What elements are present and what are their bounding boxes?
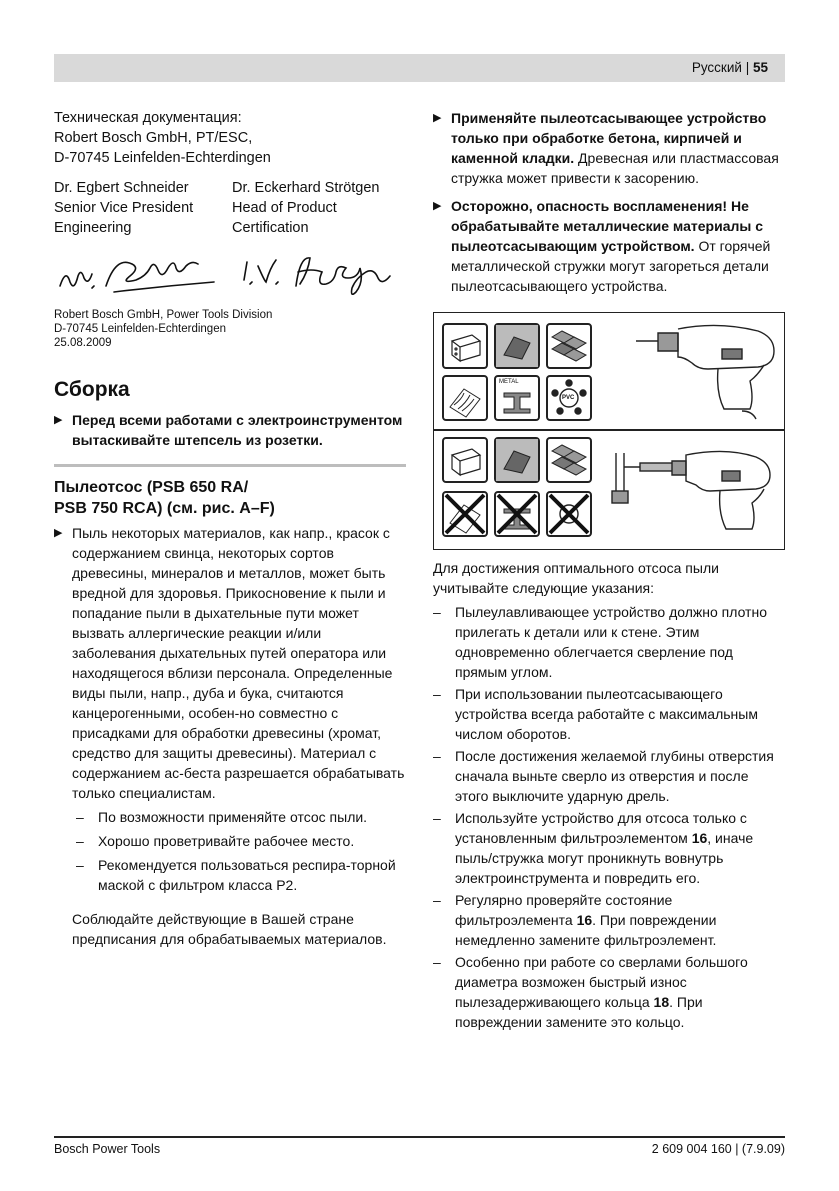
list-item: – При использовании пылеотсасывающего устройства всегда работайте с максимальным числом оборотов.: [433, 686, 758, 742]
dust-dash-list: [54, 807, 406, 895]
header-language: Русский: [691, 60, 742, 75]
list-item: – Регулярно проверяйте состояние фильтроэлемента 16. При повреждении немедленно замените фильтроэлемент.: [433, 892, 717, 948]
handwritten-signatures: [54, 246, 406, 308]
header-separator: |: [745, 60, 750, 75]
tech-doc-block: [54, 108, 406, 168]
assembly-bullet: [54, 410, 406, 450]
dust-title-line: Пылеотсос (PSB 650 RA/: [54, 479, 249, 496]
signatory-line: Dr. Eckerhard Strötgen: [232, 180, 380, 196]
left-column: [54, 108, 406, 949]
company-line: 25.08.2009: [54, 337, 112, 349]
wood-icon: [442, 375, 488, 421]
metal-crossed-icon: [494, 491, 540, 537]
footer-right: 2 609 004 160 | (7.9.09): [651, 1142, 785, 1156]
warning-bullet-1: [433, 108, 785, 188]
warning-text: От горячей металлической стружки могут загореться детали пылеотсасывающего устройства.: [451, 238, 771, 294]
signatory-line: Dr. Egbert Schneider: [54, 180, 189, 196]
company-line: Robert Bosch GmbH, Power Tools Division: [54, 309, 273, 321]
pvc-icon: [546, 375, 592, 421]
signatories: [54, 178, 406, 238]
page-header: [54, 54, 785, 82]
list-item: – Рекомендуется пользоваться респира-торной маской с фильтром класса P2.: [76, 857, 396, 893]
closing-paragraph: Соблюдайте действующие в Вашей стране предписания для обрабатываемых материалов.: [72, 911, 387, 947]
dust-title: [54, 477, 406, 519]
warning-bullet-2: [433, 196, 785, 296]
list-item: – Особенно при работе со сверлами большого диаметра возможен быстрый износ пылезадерживающего кольца 18. При повреждении замените это кольцо.: [433, 954, 748, 1030]
signatory-line: Certification: [232, 220, 309, 236]
wood-crossed-icon: [442, 491, 488, 537]
right-column: [433, 108, 785, 1032]
pvc-label: PVC: [562, 395, 575, 401]
bullet-text: Перед всеми работами с электроинструментом вытаскивайте штепсель из розетки.: [72, 412, 403, 448]
warning-text: Древесная или пластмассовая стружка может привести к засорению.: [451, 150, 779, 186]
stone-icon: [494, 437, 540, 483]
signature-image: [54, 246, 406, 306]
tips-list: [433, 602, 785, 1032]
header-text: [692, 60, 768, 75]
assembly-title: Сборка: [54, 378, 130, 401]
usage-figure: [433, 312, 785, 550]
tile-masonry-icon: [546, 323, 592, 369]
bullet-arrow-icon: ▶: [54, 414, 63, 426]
list-item: – После достижения желаемой глубины отверстия сначала выньте сверло из отверстия и после этого выключите ударную дрель.: [433, 748, 774, 804]
list-item: – Хорошо проветривайте рабочее место.: [76, 833, 355, 849]
bullet-arrow-icon: ▶: [433, 200, 442, 212]
drill-with-dust-extractor-icon: [610, 437, 782, 545]
company-line: D-70745 Leinfelden-Echterdingen: [54, 323, 226, 335]
bullet-text: Пыль некоторых материалов, как напр., красок с содержанием свинца, некоторых сортов древесины, минералов и металлов, может быть вредной для здоровья. Прикосновение к пыли и попадание пыли в дыхательные пути может вызвать аллергические реакции и/или заболевания дыхательных путей оператора или находящегося вблизи персонала. Определенные виды пыли, напр., дуба и бука, считаются канцерогенными, особен-но совместно с присадками для обработки древесины (хромат, средство для защиты древесины). Материал с содержанием ас-беста разрешается обрабатывать только специалистам.: [72, 525, 405, 801]
list-item: – Пылеулавливающее устройство должно плотно прилегать к детали или к стене. Этим одновременно облегчается сверление под прямым углом.: [433, 604, 767, 680]
metal-label: METAL: [499, 379, 519, 385]
signatory-line: Engineering: [54, 220, 132, 236]
bullet-arrow-icon: ▶: [54, 527, 63, 539]
section-divider: [54, 464, 406, 467]
warning-bold: Осторожно, опасность воспламенения! Не обрабатывайте металлические материалы с пылеотсасывающим устройством.: [451, 198, 763, 254]
warning-bold: Применяйте пылеотсасывающее устройство только при обработке бетона, кирпичей и каменной кладки.: [451, 110, 767, 166]
tile-masonry-icon: [546, 437, 592, 483]
list-item: – По возможности применяйте отсос пыли.: [76, 809, 368, 825]
dust-title-line: PSB 750 RCA) (см. рис. A–F): [54, 500, 275, 517]
page-number: 55: [752, 60, 768, 75]
brick-icon: [442, 323, 488, 369]
pvc-crossed-icon: [546, 491, 592, 537]
footer-divider: [54, 1136, 785, 1138]
list-item: – Используйте устройство для отсоса только с установленным фильтроэлементом 16, иначе пыль/стружка могут проникнуть вовнутрь электроинструмента и повредить его.: [433, 810, 754, 886]
drill-icon: [634, 319, 782, 423]
signatory-line: Senior Vice President: [54, 200, 194, 216]
stone-icon: [494, 323, 540, 369]
tips-intro: Для достижения оптимального отсоса пыли учитывайте следующие указания:: [433, 560, 719, 596]
doc-line: Robert Bosch GmbH, PT/ESC,: [54, 130, 253, 146]
dust-paragraph: [54, 523, 406, 803]
metal-icon: [494, 375, 540, 421]
bullet-arrow-icon: ▶: [433, 112, 442, 124]
signatory-line: Head of Product: [232, 200, 337, 216]
doc-line: Техническая документация:: [54, 110, 242, 126]
footer-left: Bosch Power Tools: [54, 1142, 161, 1156]
brick-icon: [442, 437, 488, 483]
company-block: [54, 308, 406, 350]
doc-line: D-70745 Leinfelden-Echterdingen: [54, 150, 271, 166]
figure-divider: [434, 429, 784, 431]
